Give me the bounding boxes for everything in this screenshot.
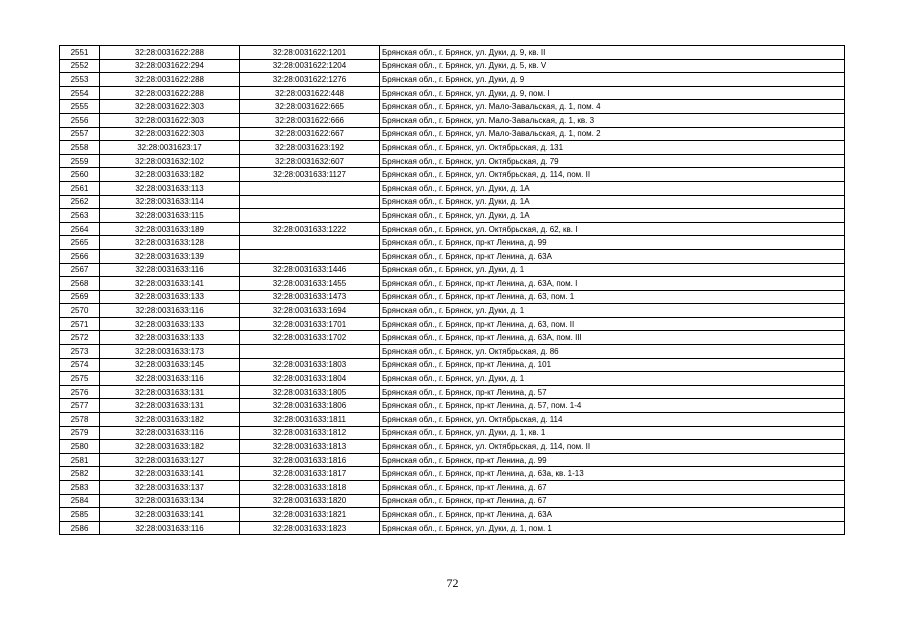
row-number-cell: 2586 [60,521,100,535]
object-number-cell [240,236,380,250]
object-number-cell: 32:28:0031633:1805 [240,385,380,399]
address-cell: Брянская обл., г. Брянск, ул. Дуки, д. 9, кв. II [380,46,845,60]
land-plot-number-cell: 32:28:0031633:131 [100,399,240,413]
address-cell: Брянская обл., г. Брянск, ул. Октябрьская, д. 62, кв. I [380,222,845,236]
table-row [60,440,845,454]
table-row [60,46,845,60]
address-cell: Брянская обл., г. Брянск, ул. Октябрьская, д. 114 [380,413,845,427]
row-number-cell: 2555 [60,100,100,114]
address-cell: Брянская обл., г. Брянск, пр-кт Ленина, д. 63а, кв. 1-13 [380,467,845,481]
object-number-cell: 32:28:0031633:1702 [240,331,380,345]
row-number-cell: 2579 [60,426,100,440]
table-row [60,290,845,304]
row-number-cell: 2570 [60,304,100,318]
object-number-cell: 32:28:0031622:666 [240,113,380,127]
row-number-cell: 2574 [60,358,100,372]
address-cell: Брянская обл., г. Брянск, пр-кт Ленина, д. 63, пом. 1 [380,290,845,304]
object-number-cell: 32:28:0031633:1127 [240,168,380,182]
object-number-cell [240,209,380,223]
address-cell: Брянская обл., г. Брянск, ул. Дуки, д. 1 [380,372,845,386]
address-cell: Брянская обл., г. Брянск, ул. Дуки, д. 1А [380,195,845,209]
land-plot-number-cell: 32:28:0031633:133 [100,331,240,345]
row-number-cell: 2571 [60,317,100,331]
object-number-cell: 32:28:0031633:1816 [240,453,380,467]
object-number-cell: 32:28:0031622:665 [240,100,380,114]
address-cell: Брянская обл., г. Брянск, пр-кт Ленина, д. 63А [380,508,845,522]
table-row [60,154,845,168]
address-cell: Брянская обл., г. Брянск, пр-кт Ленина, д. 63А [380,249,845,263]
table-row [60,168,845,182]
land-plot-number-cell: 32:28:0031633:128 [100,236,240,250]
address-cell: Брянская обл., г. Брянск, ул. Мало-Завальская, д. 1, пом. 2 [380,127,845,141]
object-number-cell: 32:28:0031633:1803 [240,358,380,372]
land-plot-number-cell: 32:28:0031622:288 [100,86,240,100]
table-row [60,249,845,263]
address-cell: Брянская обл., г. Брянск, пр-кт Ленина, д. 63А, пом. III [380,331,845,345]
address-cell: Брянская обл., г. Брянск, пр-кт Ленина, д. 63А, пом. I [380,277,845,291]
table-row [60,195,845,209]
row-number-cell: 2557 [60,127,100,141]
address-cell: Брянская обл., г. Брянск, ул. Дуки, д. 9 [380,73,845,87]
object-number-cell: 32:28:0031633:1818 [240,481,380,495]
row-number-cell: 2585 [60,508,100,522]
land-plot-number-cell: 32:28:0031633:133 [100,317,240,331]
table-row [60,209,845,223]
table-row [60,113,845,127]
land-plot-number-cell: 32:28:0031633:116 [100,304,240,318]
object-number-cell: 32:28:0031623:192 [240,141,380,155]
object-number-cell: 32:28:0031633:1473 [240,290,380,304]
land-plot-number-cell: 32:28:0031623:17 [100,141,240,155]
object-number-cell [240,249,380,263]
row-number-cell: 2561 [60,181,100,195]
land-plot-number-cell: 32:28:0031633:131 [100,385,240,399]
object-number-cell: 32:28:0031633:1823 [240,521,380,535]
land-plot-number-cell: 32:28:0031633:173 [100,345,240,359]
object-number-cell: 32:28:0031622:1201 [240,46,380,60]
land-plot-number-cell: 32:28:0031633:114 [100,195,240,209]
address-cell: Брянская обл., г. Брянск, пр-кт Ленина, д. 99 [380,236,845,250]
object-number-cell: 32:28:0031633:1694 [240,304,380,318]
row-number-cell: 2576 [60,385,100,399]
row-number-cell: 2552 [60,59,100,73]
table-row [60,277,845,291]
address-cell: Брянская обл., г. Брянск, ул. Октябрьская, д. 79 [380,154,845,168]
table-row [60,413,845,427]
land-plot-number-cell: 32:28:0031633:141 [100,277,240,291]
address-cell: Брянская обл., г. Брянск, ул. Дуки, д. 1А [380,181,845,195]
object-number-cell [240,195,380,209]
table-row [60,331,845,345]
row-number-cell: 2572 [60,331,100,345]
table-row [60,426,845,440]
object-number-cell: 32:28:0031633:1811 [240,413,380,427]
row-number-cell: 2564 [60,222,100,236]
row-number-cell: 2575 [60,372,100,386]
land-plot-number-cell: 32:28:0031633:182 [100,168,240,182]
land-plot-number-cell: 32:28:0031632:102 [100,154,240,168]
table-row [60,345,845,359]
object-number-cell: 32:28:0031633:1813 [240,440,380,454]
address-cell: Брянская обл., г. Брянск, ул. Мало-Завальская, д. 1, кв. 3 [380,113,845,127]
object-number-cell: 32:28:0031622:1204 [240,59,380,73]
row-number-cell: 2562 [60,195,100,209]
address-cell: Брянская обл., г. Брянск, ул. Дуки, д. 1, кв. 1 [380,426,845,440]
row-number-cell: 2559 [60,154,100,168]
address-cell: Брянская обл., г. Брянск, ул. Октябрьская, д. 114, пом. II [380,168,845,182]
address-cell: Брянская обл., г. Брянск, ул. Дуки, д. 1 [380,263,845,277]
land-plot-number-cell: 32:28:0031622:288 [100,46,240,60]
address-cell: Брянская обл., г. Брянск, пр-кт Ленина, д. 63, пом. II [380,317,845,331]
row-number-cell: 2568 [60,277,100,291]
table-row [60,304,845,318]
registry-table [59,45,845,535]
object-number-cell [240,345,380,359]
address-cell: Брянская обл., г. Брянск, пр-кт Ленина, д. 57, пом. 1-4 [380,399,845,413]
land-plot-number-cell: 32:28:0031633:116 [100,521,240,535]
land-plot-number-cell: 32:28:0031633:113 [100,181,240,195]
object-number-cell: 32:28:0031622:1276 [240,73,380,87]
land-plot-number-cell: 32:28:0031633:145 [100,358,240,372]
row-number-cell: 2573 [60,345,100,359]
object-number-cell: 32:28:0031632:607 [240,154,380,168]
land-plot-number-cell: 32:28:0031633:182 [100,440,240,454]
land-plot-number-cell: 32:28:0031633:116 [100,372,240,386]
address-cell: Брянская обл., г. Брянск, пр-кт Ленина, д. 67 [380,481,845,495]
row-number-cell: 2553 [60,73,100,87]
table-row [60,385,845,399]
row-number-cell: 2567 [60,263,100,277]
table-row [60,358,845,372]
object-number-cell: 32:28:0031633:1821 [240,508,380,522]
table-row [60,521,845,535]
address-cell: Брянская обл., г. Брянск, ул. Дуки, д. 5, кв. V [380,59,845,73]
address-cell: Брянская обл., г. Брянск, ул. Мало-Завальская, д. 1, пом. 4 [380,100,845,114]
row-number-cell: 2577 [60,399,100,413]
object-number-cell: 32:28:0031622:448 [240,86,380,100]
land-plot-number-cell: 32:28:0031633:127 [100,453,240,467]
row-number-cell: 2565 [60,236,100,250]
land-plot-number-cell: 32:28:0031622:294 [100,59,240,73]
row-number-cell: 2581 [60,453,100,467]
row-number-cell: 2566 [60,249,100,263]
table-row [60,494,845,508]
address-cell: Брянская обл., г. Брянск, ул. Дуки, д. 1, пом. 1 [380,521,845,535]
land-plot-number-cell: 32:28:0031633:189 [100,222,240,236]
land-plot-number-cell: 32:28:0031633:141 [100,508,240,522]
land-plot-number-cell: 32:28:0031622:303 [100,113,240,127]
object-number-cell: 32:28:0031633:1812 [240,426,380,440]
object-number-cell: 32:28:0031633:1222 [240,222,380,236]
land-plot-number-cell: 32:28:0031633:116 [100,426,240,440]
land-plot-number-cell: 32:28:0031633:115 [100,209,240,223]
land-plot-number-cell: 32:28:0031622:288 [100,73,240,87]
row-number-cell: 2551 [60,46,100,60]
land-plot-number-cell: 32:28:0031633:137 [100,481,240,495]
row-number-cell: 2583 [60,481,100,495]
land-plot-number-cell: 32:28:0031633:182 [100,413,240,427]
land-plot-number-cell: 32:28:0031633:133 [100,290,240,304]
row-number-cell: 2582 [60,467,100,481]
address-cell: Брянская обл., г. Брянск, пр-кт Ленина, д. 57 [380,385,845,399]
address-cell: Брянская обл., г. Брянск, ул. Октябрьская, д. 114, пом. II [380,440,845,454]
row-number-cell: 2558 [60,141,100,155]
table-row [60,73,845,87]
address-cell: Брянская обл., г. Брянск, ул. Дуки, д. 9, пом. I [380,86,845,100]
land-plot-number-cell: 32:28:0031633:139 [100,249,240,263]
table-row [60,236,845,250]
table-row [60,127,845,141]
table-row [60,481,845,495]
address-cell: Брянская обл., г. Брянск, ул. Дуки, д. 1 [380,304,845,318]
land-plot-number-cell: 32:28:0031633:116 [100,263,240,277]
land-plot-number-cell: 32:28:0031622:303 [100,127,240,141]
object-number-cell: 32:28:0031622:667 [240,127,380,141]
table-row [60,372,845,386]
address-cell: Брянская обл., г. Брянск, пр-кт Ленина, д. 101 [380,358,845,372]
object-number-cell: 32:28:0031633:1446 [240,263,380,277]
address-cell: Брянская обл., г. Брянск, ул. Октябрьская, д. 131 [380,141,845,155]
table-row [60,181,845,195]
land-plot-number-cell: 32:28:0031633:141 [100,467,240,481]
row-number-cell: 2584 [60,494,100,508]
address-cell: Брянская обл., г. Брянск, пр-кт Ленина, д. 67 [380,494,845,508]
object-number-cell: 32:28:0031633:1806 [240,399,380,413]
row-number-cell: 2580 [60,440,100,454]
land-plot-number-cell: 32:28:0031622:303 [100,100,240,114]
address-cell: Брянская обл., г. Брянск, пр-кт Ленина, д. 99 [380,453,845,467]
row-number-cell: 2563 [60,209,100,223]
object-number-cell: 32:28:0031633:1701 [240,317,380,331]
object-number-cell [240,181,380,195]
table-row [60,59,845,73]
row-number-cell: 2578 [60,413,100,427]
table-row [60,100,845,114]
registry-table-body [60,46,845,535]
row-number-cell: 2569 [60,290,100,304]
table-row [60,508,845,522]
object-number-cell: 32:28:0031633:1817 [240,467,380,481]
land-plot-number-cell: 32:28:0031633:134 [100,494,240,508]
address-cell: Брянская обл., г. Брянск, ул. Октябрьская, д. 86 [380,345,845,359]
object-number-cell: 32:28:0031633:1455 [240,277,380,291]
table-row [60,453,845,467]
table-row [60,467,845,481]
object-number-cell: 32:28:0031633:1820 [240,494,380,508]
table-row [60,222,845,236]
row-number-cell: 2560 [60,168,100,182]
table-row [60,141,845,155]
page-number: 72 [446,576,459,590]
object-number-cell: 32:28:0031633:1804 [240,372,380,386]
table-row [60,317,845,331]
address-cell: Брянская обл., г. Брянск, ул. Дуки, д. 1А [380,209,845,223]
table-row [60,86,845,100]
table-row [60,399,845,413]
table-row [60,263,845,277]
row-number-cell: 2556 [60,113,100,127]
row-number-cell: 2554 [60,86,100,100]
